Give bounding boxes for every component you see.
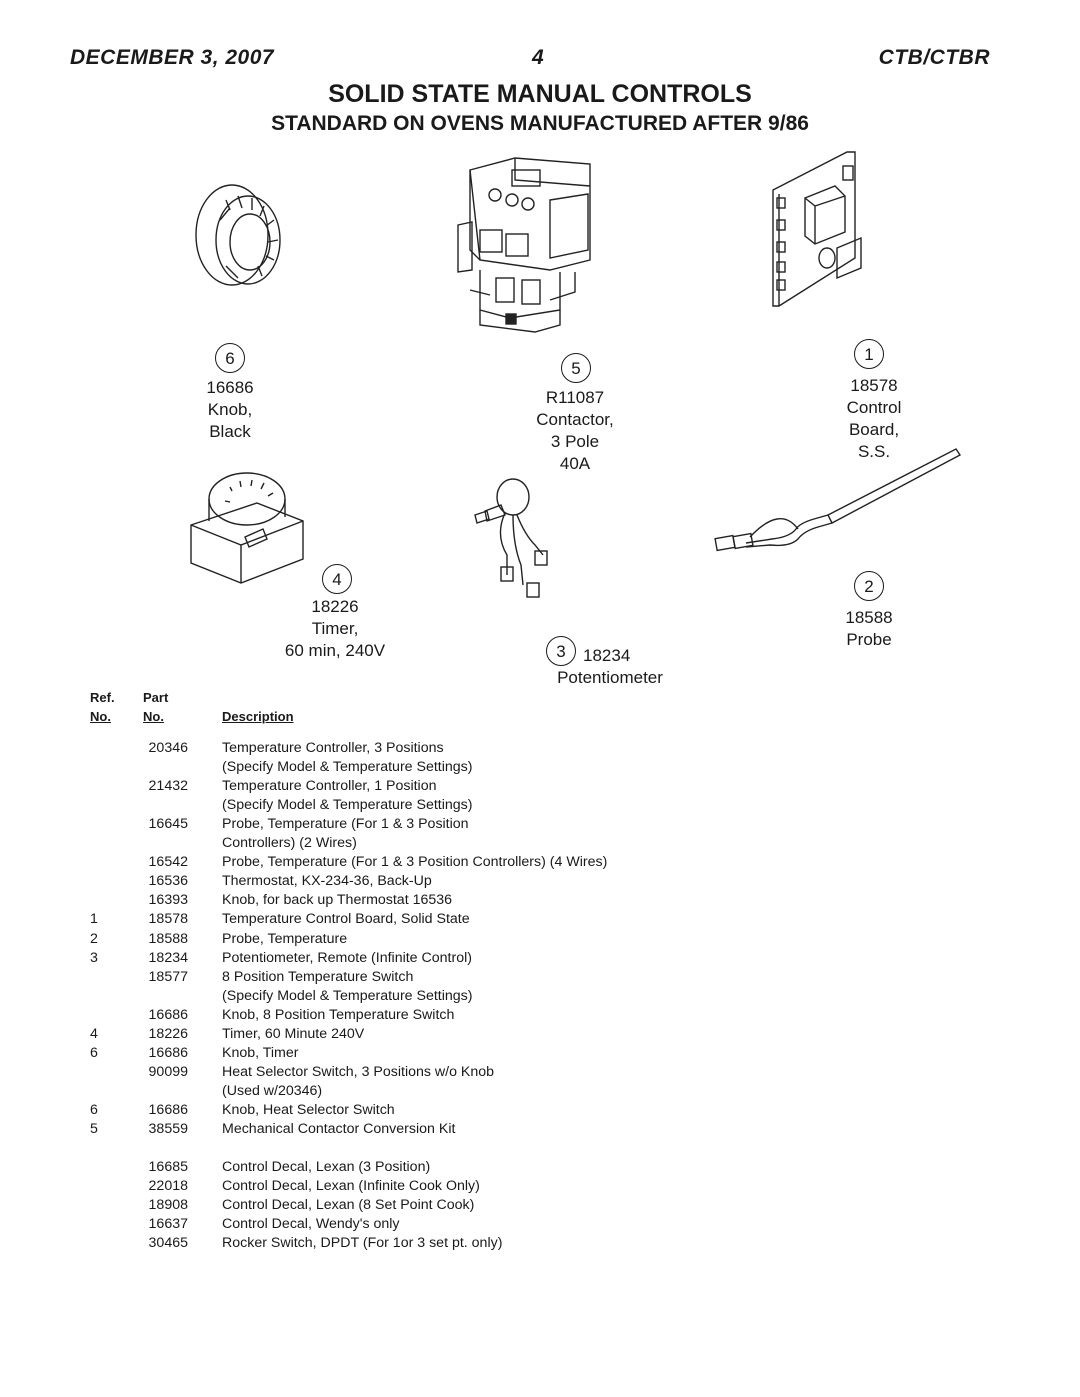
part-number-cell: 16542 bbox=[148, 854, 188, 870]
ref-cell bbox=[90, 872, 122, 891]
part-number-cell bbox=[138, 758, 188, 777]
ref-cell bbox=[90, 1158, 122, 1177]
description-cell: Knob, Heat Selector Switch bbox=[222, 1102, 395, 1118]
description-cell: Temperature Control Board, Solid State bbox=[222, 911, 470, 927]
description-cell: Knob, 8 Position Temperature Switch bbox=[222, 1007, 455, 1023]
description-cell: Control Decal, Wendy's only bbox=[222, 1216, 400, 1232]
control-board-type: S.S. bbox=[857, 442, 891, 461]
description-cell: Temperature Controller, 1 Position bbox=[222, 778, 437, 794]
description-header: Description bbox=[222, 709, 294, 724]
ref-cell bbox=[90, 968, 122, 987]
part-number-cell bbox=[138, 987, 188, 1006]
ref-cell bbox=[90, 891, 122, 910]
ref-cell bbox=[90, 815, 122, 834]
description-cell: Control Decal, Lexan (8 Set Point Cook) bbox=[222, 1197, 475, 1213]
callout-number-1: 1 bbox=[854, 339, 884, 369]
timer-name: Timer, bbox=[311, 619, 359, 638]
part-number-cell: 16637 bbox=[148, 1216, 188, 1232]
page-title: SOLID STATE MANUAL CONTROLS bbox=[328, 80, 752, 108]
part-number-cell: 20346 bbox=[148, 740, 188, 756]
ref-cell bbox=[90, 1196, 122, 1215]
ref-cell: 6 bbox=[90, 1102, 98, 1118]
ref-cell bbox=[90, 777, 122, 796]
knob-part-number: 16686 bbox=[206, 378, 254, 397]
description-cell: Mechanical Contactor Conversion Kit bbox=[222, 1121, 456, 1137]
part-number-cell: 90099 bbox=[148, 1064, 188, 1080]
ref-cell bbox=[90, 853, 122, 872]
part-number-cell: 16686 bbox=[148, 1007, 188, 1023]
part-number-cell: 16685 bbox=[148, 1159, 188, 1175]
part-number-cell: 18908 bbox=[148, 1197, 188, 1213]
ref-cell bbox=[90, 1063, 122, 1082]
timer-part-number: 18226 bbox=[311, 597, 359, 616]
part-number-cell: 22018 bbox=[148, 1178, 188, 1194]
probe-name: Probe bbox=[846, 630, 892, 649]
description-cell: Probe, Temperature bbox=[222, 931, 348, 947]
ref-cell bbox=[90, 796, 122, 815]
callout-number-5: 5 bbox=[561, 353, 591, 383]
part-number-cell bbox=[138, 1082, 188, 1101]
page-subtitle: STANDARD ON OVENS MANUFACTURED AFTER 9/86 bbox=[271, 112, 809, 135]
description-cell: Timer, 60 Minute 240V bbox=[222, 1026, 365, 1042]
callout-number-4: 4 bbox=[322, 564, 352, 594]
ref-cell bbox=[90, 1006, 122, 1025]
description-cell: Controllers) (2 Wires) bbox=[222, 835, 357, 851]
description-cell: Probe, Temperature (For 1 & 3 Position Controllers) (4 Wires) bbox=[222, 854, 608, 870]
part-number-cell bbox=[138, 796, 188, 815]
header-model: CTB/CTBR bbox=[878, 46, 990, 69]
probe-part-number: 18588 bbox=[845, 608, 893, 627]
ref-cell: 5 bbox=[90, 1121, 98, 1137]
callout-number-3: 3 bbox=[546, 636, 576, 666]
control-board-name-2: Board, bbox=[848, 420, 900, 439]
description-cell: Rocker Switch, DPDT (For 1or 3 set pt. only) bbox=[222, 1235, 503, 1251]
part-number-cell: 16686 bbox=[148, 1045, 188, 1061]
contactor-part-number: R11087 bbox=[545, 388, 605, 407]
part-header-top: Part bbox=[143, 690, 169, 705]
part-number-cell: 16393 bbox=[148, 892, 188, 908]
ref-cell bbox=[90, 834, 122, 853]
description-cell: Control Decal, Lexan (Infinite Cook Only) bbox=[222, 1178, 480, 1194]
part-number-cell bbox=[138, 834, 188, 853]
control-board-part-number: 18578 bbox=[850, 376, 898, 395]
description-cell: Probe, Temperature (For 1 & 3 Position bbox=[222, 816, 469, 832]
ref-cell bbox=[90, 1177, 122, 1196]
description-cell: Temperature Controller, 3 Positions bbox=[222, 740, 444, 756]
ref-cell bbox=[90, 1082, 122, 1101]
ref-cell bbox=[90, 1139, 122, 1158]
ref-cell bbox=[90, 1215, 122, 1234]
ref-cell: 3 bbox=[90, 950, 98, 966]
description-cell: (Specify Model & Temperature Settings) bbox=[222, 759, 473, 775]
description-cell: Potentiometer, Remote (Infinite Control) bbox=[222, 950, 472, 966]
description-cell: (Specify Model & Temperature Settings) bbox=[222, 797, 473, 813]
part-number-cell: 38559 bbox=[148, 1121, 188, 1137]
part-number-cell: 16645 bbox=[148, 816, 188, 832]
part-number-cell: 18578 bbox=[148, 911, 188, 927]
description-cell bbox=[222, 1139, 742, 1158]
ref-cell: 2 bbox=[90, 931, 98, 947]
knob-name: Knob, bbox=[207, 400, 253, 419]
part-number-cell: 30465 bbox=[148, 1235, 188, 1251]
contactor-name: Contactor, bbox=[536, 410, 614, 429]
description-cell: 8 Position Temperature Switch bbox=[222, 969, 414, 985]
description-cell: Thermostat, KX-234-36, Back-Up bbox=[222, 873, 432, 889]
part-number-cell: 18577 bbox=[148, 969, 188, 985]
part-header-bottom: No. bbox=[143, 709, 164, 724]
ref-cell: 4 bbox=[90, 1026, 98, 1042]
description-cell: Knob, Timer bbox=[222, 1045, 299, 1061]
page-number: 4 bbox=[532, 46, 545, 69]
part-number-cell: 18234 bbox=[148, 950, 188, 966]
description-cell: (Used w/20346) bbox=[222, 1083, 323, 1099]
part-number-cell: 16536 bbox=[148, 873, 188, 889]
ref-cell: 6 bbox=[90, 1045, 98, 1061]
control-board-name-1: Control bbox=[846, 398, 902, 417]
part-number-cell bbox=[138, 1139, 188, 1158]
header-date: DECEMBER 3, 2007 bbox=[70, 46, 275, 69]
description-cell: Control Decal, Lexan (3 Position) bbox=[222, 1159, 431, 1175]
ref-cell bbox=[90, 987, 122, 1006]
ref-header-top: Ref. bbox=[90, 690, 115, 705]
description-cell: Knob, for back up Thermostat 16536 bbox=[222, 892, 453, 908]
callout-number-2: 2 bbox=[854, 571, 884, 601]
part-number-cell: 21432 bbox=[148, 778, 188, 794]
contactor-rating: 40A bbox=[559, 454, 591, 473]
description-cell: Heat Selector Switch, 3 Positions w/o Knob bbox=[222, 1064, 495, 1080]
contactor-poles: 3 Pole bbox=[550, 432, 600, 451]
callout-number-6: 6 bbox=[215, 343, 245, 373]
potentiometer-part-number: 18234 bbox=[583, 646, 631, 665]
part-number-cell: 16686 bbox=[148, 1102, 188, 1118]
part-number-cell: 18588 bbox=[148, 931, 188, 947]
ref-header-bottom: No. bbox=[90, 709, 111, 724]
knob-color: Black bbox=[209, 422, 251, 441]
part-number-cell: 18226 bbox=[148, 1026, 188, 1042]
potentiometer-name: Potentiometer bbox=[557, 668, 663, 687]
ref-cell bbox=[90, 758, 122, 777]
ref-cell bbox=[90, 739, 122, 758]
ref-cell: 1 bbox=[90, 911, 98, 927]
description-cell: (Specify Model & Temperature Settings) bbox=[222, 988, 473, 1004]
timer-spec: 60 min, 240V bbox=[284, 641, 386, 660]
ref-cell bbox=[90, 1234, 122, 1253]
